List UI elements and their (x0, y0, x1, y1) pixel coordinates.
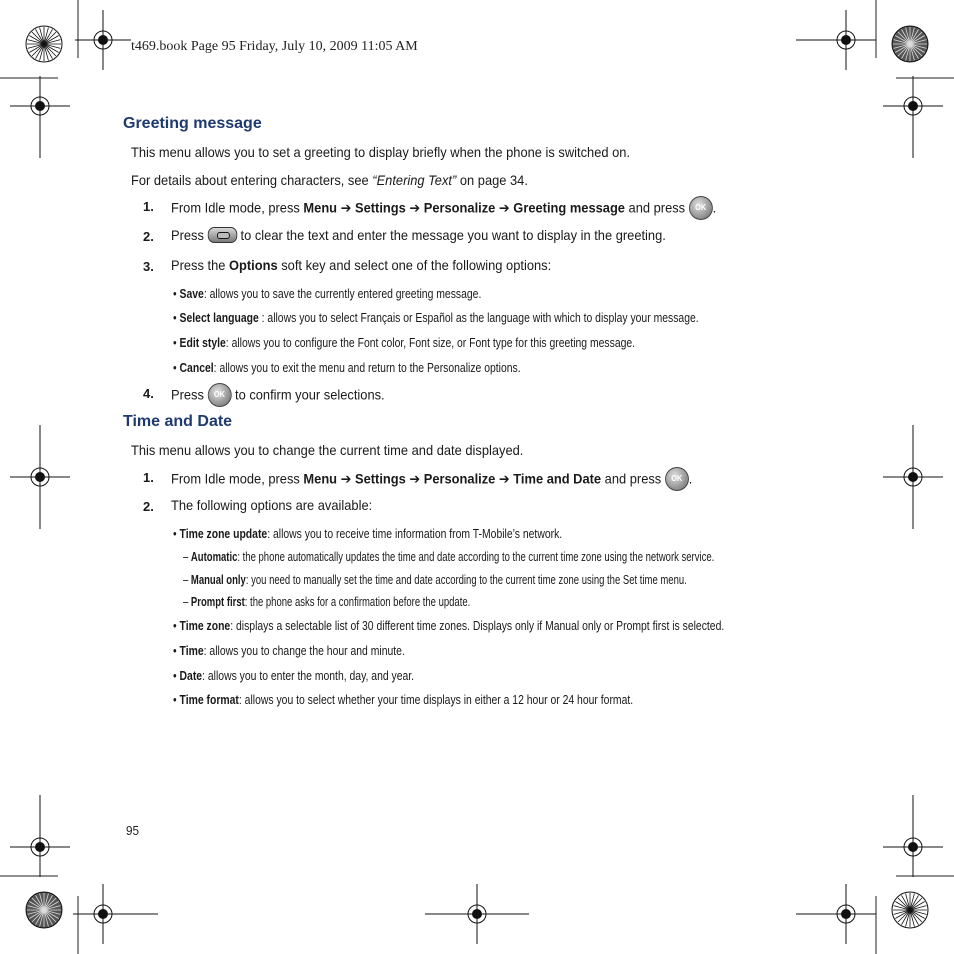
page-number: 95 (126, 823, 140, 838)
greeting-step-1: From Idle mode, press Menu ➔ Settings ➔ Personalize ➔ Greeting message and press OK . (171, 197, 716, 221)
step-number: 3. (143, 259, 154, 274)
sub-list-item: – Automatic: the phone automatically updates the time and date according to the current time zone using the network service. (183, 550, 715, 564)
list-item: • Time zone update: allows you to receive time information from T-Mobile’s network. (173, 526, 563, 541)
sub-list-item: – Manual only: you need to manually set the time and date according to the current time zone using the Set time menu. (183, 573, 687, 587)
time-date-step-1: From Idle mode, press Menu ➔ Settings ➔ Personalize ➔ Time and Date and press OK . (171, 468, 692, 492)
print-header: t469.book Page 95 Friday, July 10, 2009 11:05 AM (131, 39, 418, 54)
list-item: • Edit style: allows you to configure the Font color, Font size, or Font type for this greeting message. (173, 335, 636, 350)
sub-list-item: – Prompt first: the phone asks for a confirmation before the update. (183, 595, 471, 609)
section-heading-greeting: Greeting message (123, 115, 262, 132)
list-item: • Date: allows you to enter the month, day, and year. (173, 668, 415, 683)
ok-key-icon: OK (665, 467, 689, 491)
list-item: • Select language : allows you to select Français or Español as the language with which to display your message. (173, 310, 699, 325)
step-number: 1. (143, 470, 154, 485)
clear-key-icon (208, 227, 237, 243)
greeting-details: For details about entering characters, see “Entering Text” on page 34. (131, 172, 528, 188)
greeting-step-4: Press OK to confirm your selections. (171, 384, 385, 408)
list-item: • Time: allows you to change the hour and minute. (173, 643, 405, 658)
list-item: • Time format: allows you to select whether your time displays in either a 12 hour or 24 hour format. (173, 692, 634, 707)
list-item: • Cancel: allows you to exit the menu and return to the Personalize options. (173, 360, 521, 375)
list-item: • Save: allows you to save the currently entered greeting message. (173, 286, 482, 301)
section-heading-time-date: Time and Date (123, 413, 233, 430)
ok-key-icon: OK (208, 383, 232, 407)
greeting-step-2: Press to clear the text and enter the message you want to display in the greeting. (171, 227, 666, 243)
step-number: 2. (143, 499, 154, 514)
step-number: 1. (143, 199, 154, 214)
ok-key-icon: OK (689, 196, 713, 220)
time-date-step-2: The following options are available: (171, 497, 373, 513)
greeting-step-3: Press the Options soft key and select one of the following options: (171, 257, 552, 273)
time-date-intro: This menu allows you to change the current time and date displayed. (131, 442, 524, 458)
greeting-intro: This menu allows you to set a greeting to display briefly when the phone is switched on. (131, 144, 631, 160)
step-number: 2. (143, 229, 154, 244)
step-number: 4. (143, 386, 154, 401)
list-item: • Time zone: displays a selectable list of 30 different time zones. Displays only if Manual only or Prompt first is selected. (173, 618, 725, 633)
